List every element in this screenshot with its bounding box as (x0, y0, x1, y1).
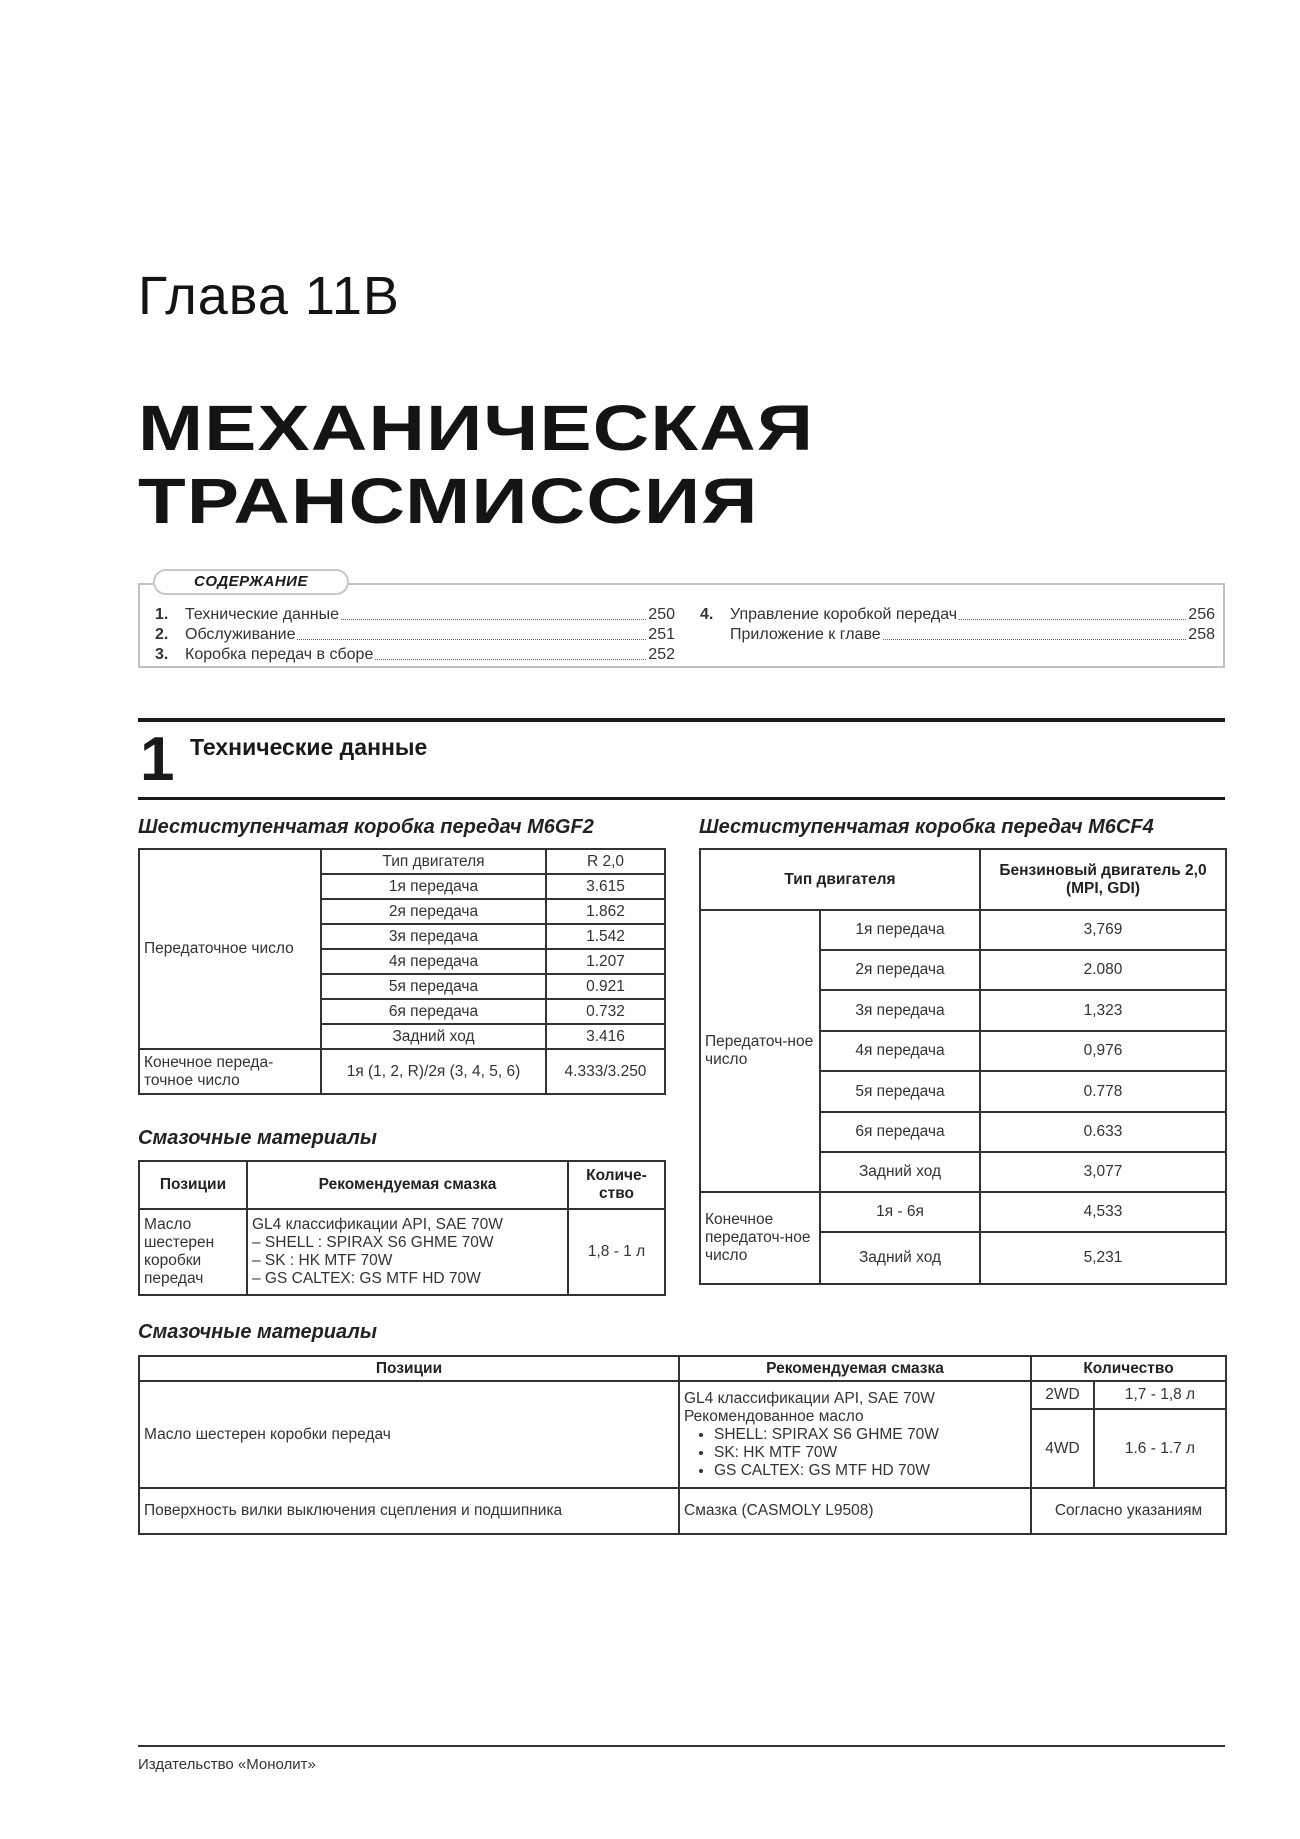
row-value: R 2,0 (546, 849, 665, 874)
qty-4wd-label: 4WD (1031, 1409, 1094, 1488)
row-value: 1.207 (546, 949, 665, 974)
row-value: 3.615 (546, 874, 665, 899)
final-row-value: 4,533 (980, 1192, 1226, 1232)
lubricant-line: Рекомендованное масло (684, 1407, 864, 1425)
lubricant-bullet: • GS CALTEX: GS MTF HD 70W (714, 1462, 1026, 1480)
section-title: Технические данные (190, 734, 428, 760)
row-name: 1я передача (820, 910, 980, 950)
row-value: 0.921 (546, 974, 665, 999)
lubricant-line: GL4 классификации API, SAE 70W (252, 1216, 503, 1233)
row-value: 0.633 (980, 1112, 1226, 1152)
toc-item-label: Технические данные (185, 606, 340, 623)
row-value: 1.542 (546, 924, 665, 949)
toc-item[interactable] (700, 605, 1215, 625)
final-row-value: 5,231 (980, 1232, 1226, 1284)
footer-rule (138, 1745, 1225, 1747)
publisher-credit: Издательство «Монолит» (138, 1756, 316, 1773)
toc-item-label: Управление коробкой передач (730, 606, 958, 623)
lubricant-line: – SHELL : SPIRAX S6 GHME 70W (252, 1234, 494, 1251)
toc-item[interactable] (155, 625, 675, 645)
row-name: 3я передача (321, 924, 546, 949)
qty-2wd-value: 1,7 - 1,8 л (1094, 1381, 1226, 1409)
final-row-name: 1я - 6я (820, 1192, 980, 1232)
row-name: 1я передача (321, 874, 546, 899)
engine-type-value: Бензиновый двигатель 2,0 (MPI, GDI) (980, 849, 1226, 910)
title-line-2: ТРАНСМИССИЯ (138, 465, 759, 537)
row-value: 0,976 (980, 1031, 1226, 1071)
toc-item-number (700, 625, 730, 645)
lubricant-bullet: • SK: HK MTF 70W (714, 1444, 1026, 1462)
toc-item-number: 1. (155, 606, 169, 623)
toc-item[interactable] (155, 605, 675, 625)
section-rule-top (138, 718, 1225, 722)
row-value: 1,323 (980, 990, 1226, 1031)
row-name: 3я передача (820, 990, 980, 1031)
contents-heading: СОДЕРЖАНИЕ (153, 569, 349, 595)
lubricant-line: – GS CALTEX: GS MTF HD 70W (252, 1270, 481, 1287)
row-name: 6я передача (321, 999, 546, 1024)
col-lubricant: Рекомендуемая смазка (247, 1161, 568, 1209)
m6gf2-table (138, 848, 666, 1095)
lubricant-cell (679, 1381, 1031, 1488)
section-number: 1 (140, 725, 175, 794)
col-positions: Позиции (139, 1356, 679, 1381)
lubricants-heading-2: Смазочные материалы (138, 1321, 377, 1343)
quantity-cell-2: Согласно указаниям (1031, 1488, 1226, 1534)
toc-leader (959, 605, 1186, 620)
row-value: 1.862 (546, 899, 665, 924)
title-line-1: МЕХАНИЧЕСКАЯ (138, 392, 815, 464)
row-name: Задний ход (321, 1024, 546, 1049)
row-name: 2я передача (820, 950, 980, 990)
lubricants-table-large (138, 1355, 1227, 1535)
position-cell: Масло шестерен коробки передач (139, 1381, 679, 1488)
toc-item[interactable] (155, 645, 675, 665)
toc-item-number: 4. (700, 606, 714, 623)
ratio-label: Передаточ-ное число (700, 910, 820, 1192)
lubricant-line: – SK : HK MTF 70W (252, 1252, 393, 1269)
toc-item-label: Приложение к главе (730, 626, 881, 643)
toc-item-page: 251 (648, 626, 675, 643)
m6cf4-table (699, 848, 1227, 1285)
lubricants-heading: Смазочные материалы (138, 1127, 377, 1149)
toc-item-number: 3. (155, 646, 169, 663)
col-quantity: Количество (1031, 1356, 1226, 1381)
lubricant-line: GL4 классификации API, SAE 70W (684, 1389, 935, 1407)
lubricant-cell-2: Смазка (CASMOLY L9508) (679, 1488, 1031, 1534)
row-name: Задний ход (820, 1152, 980, 1192)
row-name: 5я передача (321, 974, 546, 999)
qty-2wd-label: 2WD (1031, 1381, 1094, 1409)
final-ratio-value: 4.333/3.250 (546, 1049, 665, 1094)
position-cell: Масло шестерен коробки передач (139, 1209, 247, 1295)
quantity-cell: 1,8 - 1 л (568, 1209, 665, 1295)
engine-type-label: Тип двигателя (700, 849, 980, 910)
lubricant-cell (247, 1209, 568, 1295)
lubricants-table-small (138, 1160, 666, 1296)
toc-item[interactable] (700, 625, 1215, 645)
toc-leader (297, 625, 646, 640)
toc-item-label: Коробка передач в сборе (185, 646, 374, 663)
row-value: 3,077 (980, 1152, 1226, 1192)
toc-item-page: 256 (1188, 606, 1215, 623)
toc-item-page: 250 (648, 606, 675, 623)
toc-item-number: 2. (155, 626, 169, 643)
row-name: 2я передача (321, 899, 546, 924)
col-quantity: Количе-ство (568, 1161, 665, 1209)
m6cf4-heading: Шестиступенчатая коробка передач M6CF4 (699, 816, 1154, 838)
row-value: 0.778 (980, 1071, 1226, 1112)
row-name: 4я передача (820, 1031, 980, 1071)
row-name: Тип двигателя (321, 849, 546, 874)
final-ratio-label: Конечное переда-точное число (139, 1049, 321, 1094)
toc-leader (883, 625, 1187, 640)
final-row-name: Задний ход (820, 1232, 980, 1284)
final-ratio-label: Конечное передаточ-ное число (700, 1192, 820, 1284)
final-ratio-gears: 1я (1, 2, R)/2я (3, 4, 5, 6) (321, 1049, 546, 1094)
row-name: 4я передача (321, 949, 546, 974)
row-value: 3,769 (980, 910, 1226, 950)
toc-item-label: Обслуживание (185, 626, 296, 643)
row-value: 2.080 (980, 950, 1226, 990)
row-value: 3.416 (546, 1024, 665, 1049)
toc-item-page: 252 (648, 646, 675, 663)
page-title (138, 392, 814, 538)
lubricant-list (684, 1426, 1026, 1480)
row-name: 5я передача (820, 1071, 980, 1112)
ratio-label: Передаточное число (139, 849, 321, 1049)
row-value: 0.732 (546, 999, 665, 1024)
toc-leader (341, 605, 646, 620)
qty-4wd-value: 1.6 - 1.7 л (1094, 1409, 1226, 1488)
section-rule-bottom (138, 797, 1225, 800)
m6gf2-heading: Шестиступенчатая коробка передач M6GF2 (138, 816, 594, 838)
col-positions: Позиции (139, 1161, 247, 1209)
lubricant-bullet: • SHELL: SPIRAX S6 GHME 70W (714, 1426, 1026, 1444)
toc-item-page: 258 (1188, 626, 1215, 643)
chapter-heading: Глава 11В (138, 266, 400, 326)
toc-leader (375, 645, 646, 660)
col-lubricant: Рекомендуемая смазка (679, 1356, 1031, 1381)
position-cell-2: Поверхность вилки выключения сцепления и подшипника (139, 1488, 679, 1534)
row-name: 6я передача (820, 1112, 980, 1152)
